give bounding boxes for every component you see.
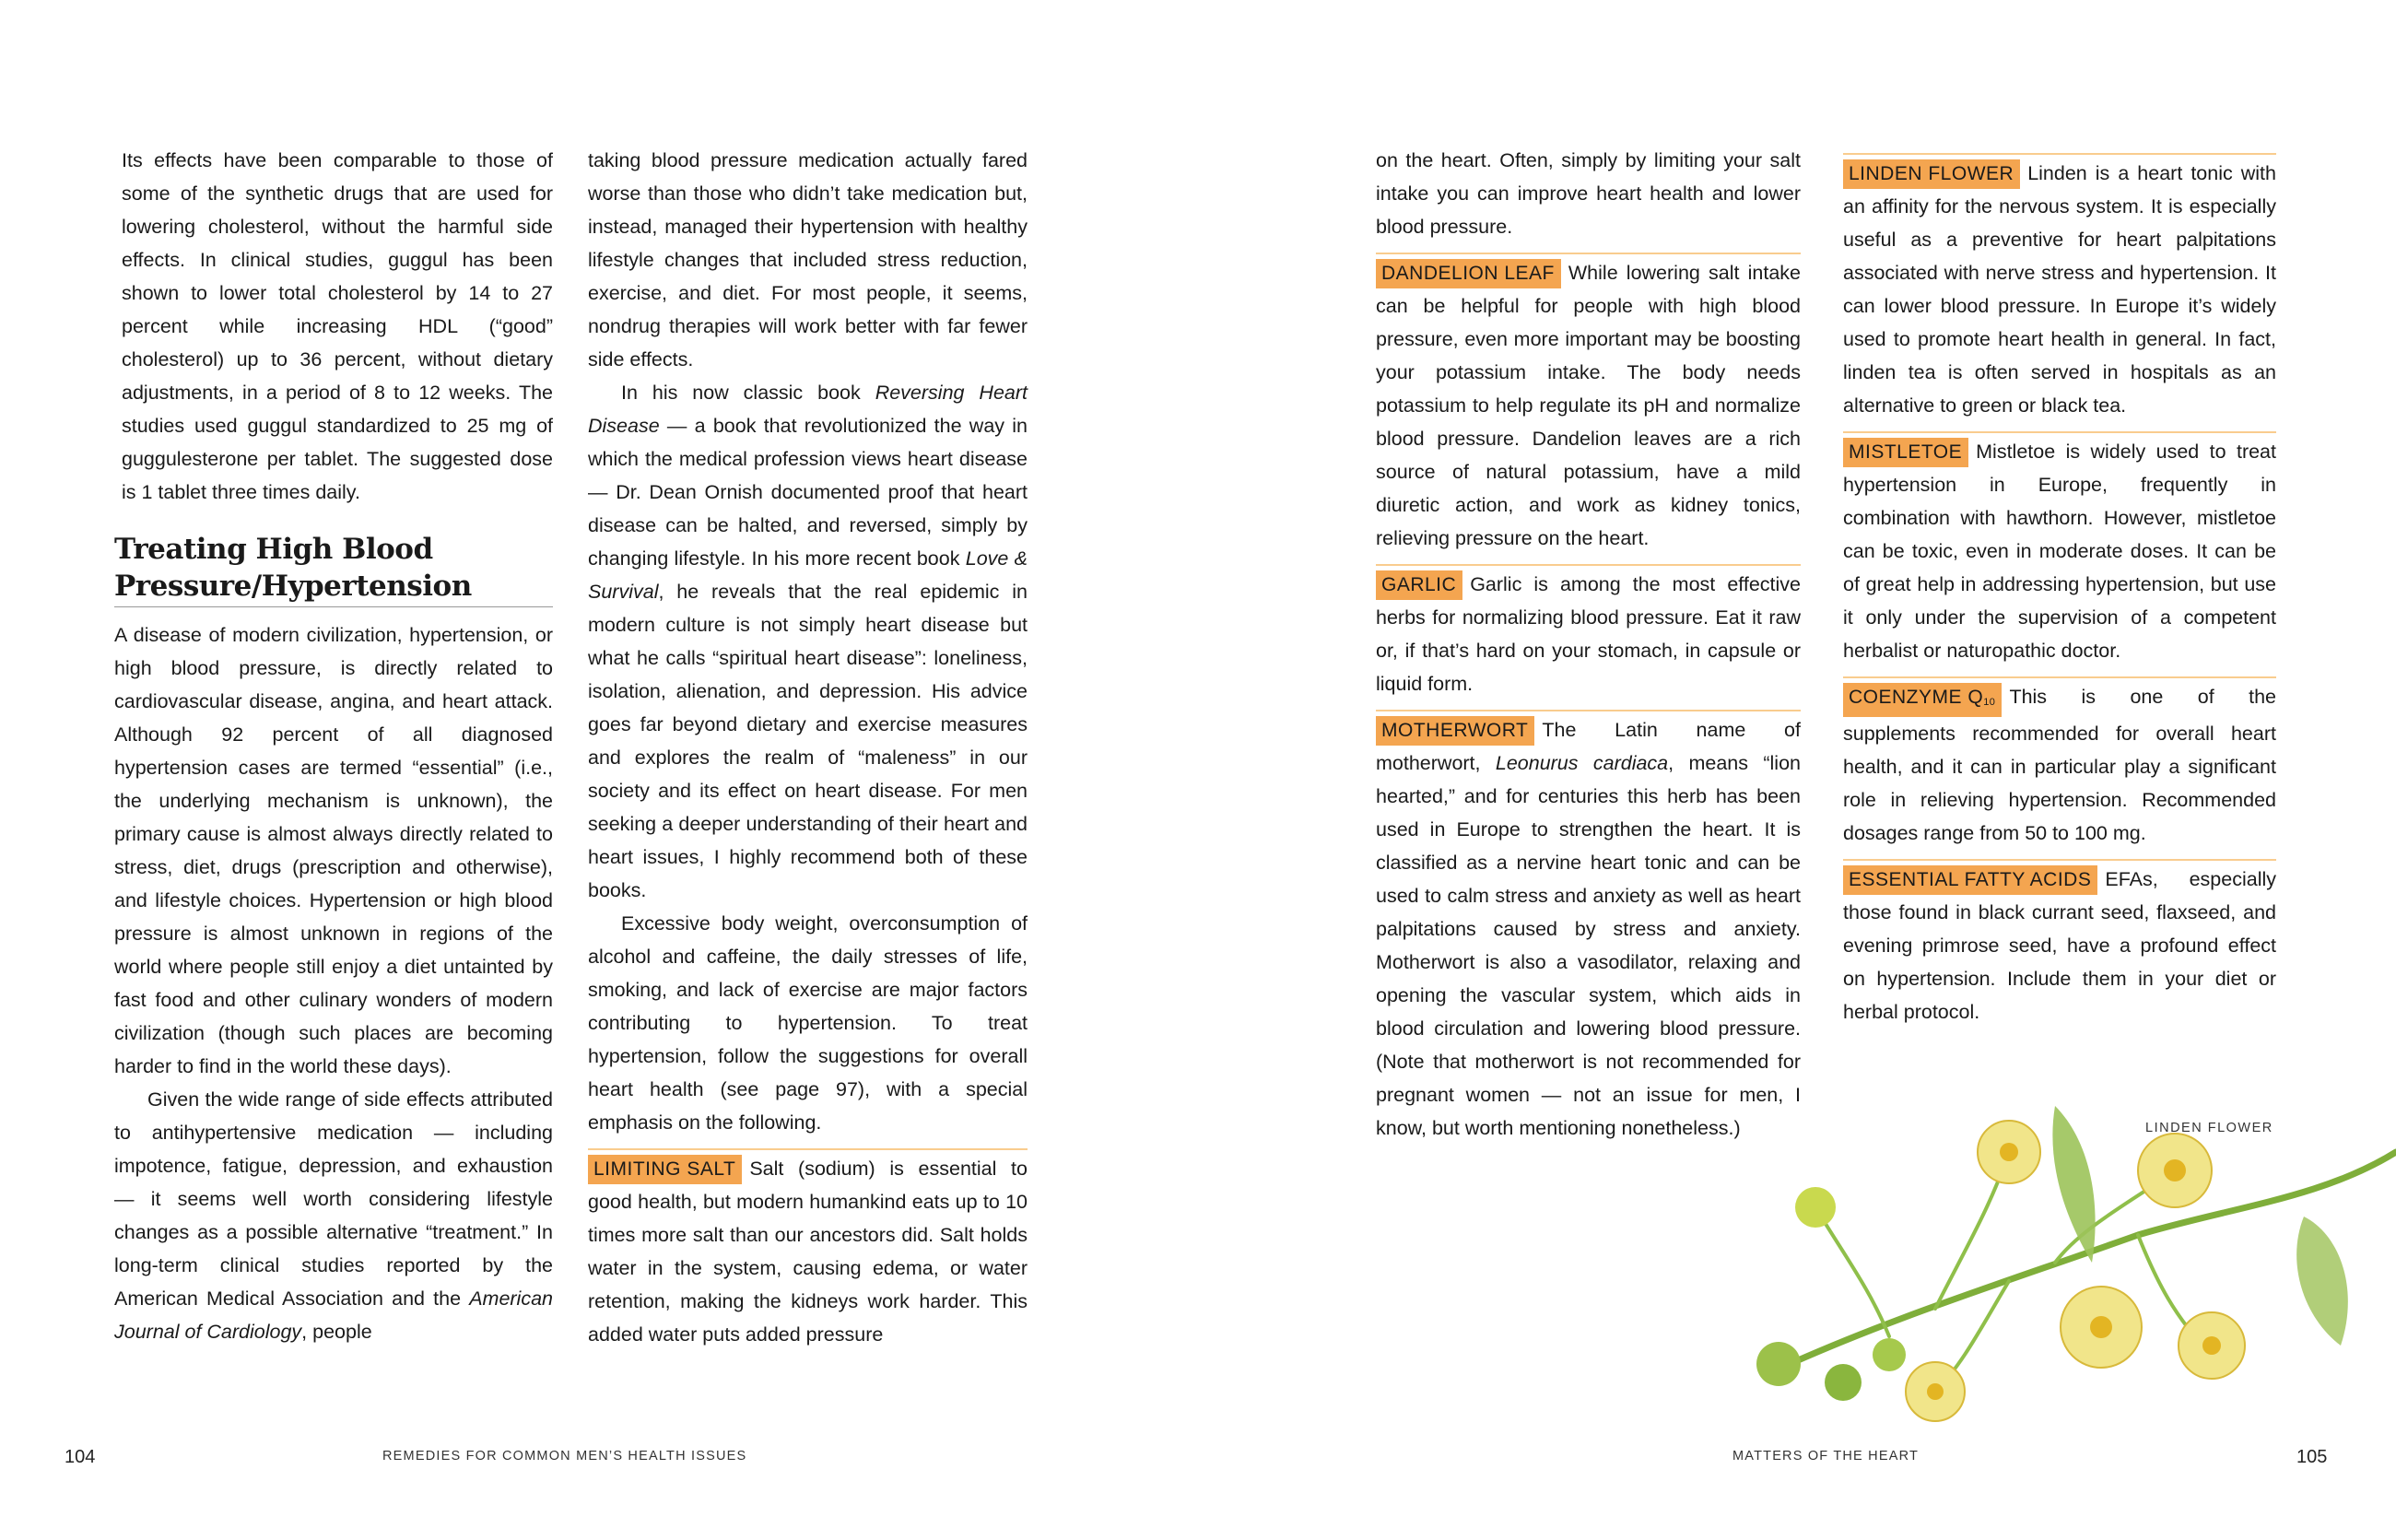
remedy-entry [1843,859,2276,1029]
text: The Latin name of motherwort, [1376,719,1801,774]
remedy-label: DANDELION LEAF [1376,259,1561,288]
italic-text: Reversing Heart Disease [588,382,1028,437]
paragraph [588,376,1028,907]
image-caption: LINDEN FLOWER [2145,1121,2273,1135]
text: This is one of the supplements recommended for overall heart health, and it can in particular play a significant role in relieving hypertension. Recommended dosages range from 50 to 100 mg. [1843,686,2276,844]
remedy-entry [1843,431,2276,667]
text: Mistletoe is widely used to treat hypertension in Europe, frequently in combination with hawthorn. However, mistletoe can be toxic, even in moderate doses. It can be of great help in addressing hypertension, but use it only under the supervision of a competent herbalist or naturopathic doctor. [1843,441,2276,662]
text: , means “lion hearted,” and for centuries this herb has been used in Europe to strengthen the heart. It is classified as a nervine heart tonic and can be used to calm stress and anxiety as well as heart palpitations caused by stress and anxiety. Motherwort is also a vasodilator, relaxing and opening the vascular system, which aids in blood circulation and lowering blood pressure. (Note that motherwort is not recommended for pregnant women — not an issue for men, I know, but worth mentioning nonetheless.) [1376,752,1801,1139]
paragraph [122,144,553,509]
text: Its effects have been comparable to those of some of the synthetic drugs that are used for lowering cholesterol, without the harmful side effects. In clinical studies, guggul has been shown to lower total cholesterol by 14 to 27 percent while increasing HDL (“good” cholesterol) up to 36 percent, without dietary adjustments, in a period of 8 to 12 weeks. The studies used guggul standardized to 25 mg of guggulesterone per tablet. The suggested dose is 1 tablet three times daily. [122,149,553,503]
running-head-right: MATTERS OF THE HEART [1732,1449,1920,1464]
text: Salt (sodium) is essential to good health, but modern humankind eats up to 10 times more salt than our ancestors did. Salt holds water in the system, causing edema, or water retention, making the kidneys work harder. This added water puts added pressure [588,1158,1028,1346]
text: Excessive body weight, overconsumption of alcohol and caffeine, the daily stresses of life, smoking, and lack of exercise are major factors contributing to hypertension. To treat hypertension, follow the suggestions for overall heart health (see page 97), with a special emphasis on the following. [588,912,1028,1134]
text: Linden is a heart tonic with an affinity for the nervous system. It is especially useful as a preventive for heart palpitations associated with nerve stress and hypertension. It can lower blood pressure. In Europe it’s widely used to promote heart health in general. In fact, linden tea is often served in hospitals as an alternative to green or black tea. [1843,162,2276,417]
remedy-entry [1376,564,1801,700]
text: Garlic is among the most effective herbs for normalizing blood pressure. Eat it raw or, if that’s hard on your stomach, in capsule or liquid form. [1376,573,1801,695]
remedy-label: LIMITING SALT [588,1155,742,1184]
italic-text: American Journal of Cardiology [114,1287,553,1343]
text: Given the wide range of side effects attributed to antihypertensive medication — including impotence, fatigue, depression, and exhaustion — it seems well worth considering lifestyle changes as a possible alternative “treatment.” In long-term clinical studies reported by the American Medical Association and the [114,1088,553,1310]
text: In his now classic book [621,382,875,404]
paragraph [588,144,1028,376]
paragraph [1376,144,1801,243]
text: — a book that revolutionized the way in which the medical profession views heart disease — Dr. Dean Ornish documented proof that heart disease can be halted, and reversed, simply by changing lifestyle. In his more recent book [588,415,1028,570]
remedy-entry [1843,153,2276,422]
text: , he reveals that the real epidemic in modern culture is not simply heart disease but what he calls “spiritual heart disease”: loneliness, isolation, alienation, and depression. His advice goes far beyond dietary and exercise measures and explores the realm of “maleness” in our society and its effect on heart disease. For men seeking a deeper understanding of their heart and heart issues, I highly recommend both of these books. [588,581,1028,901]
column-1 [114,144,553,1348]
remedy-label: MISTLETOE [1843,438,1968,467]
page-number-right: 105 [2296,1447,2328,1467]
remedy-label-subscript: 10 [1983,697,1996,708]
remedy-label: MOTHERWORT [1376,716,1534,746]
text: , people [301,1321,372,1343]
italic-text: Leonurus cardiaca [1495,752,1669,774]
text: on the heart. Often, simply by limiting your salt intake you can improve heart health and lower blood pressure. [1376,149,1801,238]
linden-flower-image [1659,1069,2396,1428]
remedy-entry [588,1148,1028,1351]
page-number-left: 104 [65,1447,96,1467]
column-3 [1376,144,1801,1145]
remedy-label: ESSENTIAL FATTY ACIDS [1843,865,2097,895]
text: While lowering salt intake can be helpful for people with high blood pressure, even more important may be boosting your potassium intake. The body needs potassium to help regulate its pH and normalize blood pressure. Dandelion leaves are a rich source of natural potassium, have a mild diuretic action, and work as kidney tonics, relieving pressure on the heart. [1376,262,1801,549]
remedy-entry [1843,676,2276,850]
text: A disease of modern civilization, hypertension, or high blood pressure, is directly related to cardiovascular disease, angina, and heart attack. Although 92 percent of all diagnosed hypertension cases are termed “essential” (i.e., the underlying mechanism is unknown), the primary cause is almost always directly related to stress, diet, drugs (prescription and otherwise), and lifestyle choices. Hypertension or high blood pressure is almost unknown in regions of the world where people still enjoy a diet untainted by fast food and other culinary wonders of modern civilization (though such places are becoming harder to find in the world these days). [114,624,553,1077]
column-2 [588,144,1028,1351]
remedy-label: COENZYME $Q_{10}$ [1843,683,2002,717]
column-4 [1843,144,2276,1029]
paragraph [114,618,553,1083]
italic-text: Love & Survival [588,547,1028,603]
text: taking blood pressure medication actually fared worse than those who didn’t take medication but, instead, managed their hypertension with healthy lifestyle changes that included stress reduction, exercise, and diet. For most people, it seems, nondrug therapies will work better with far fewer side effects. [588,149,1028,370]
running-head-left: REMEDIES FOR COMMON MEN’S HEALTH ISSUES [382,1449,747,1464]
paragraph [588,907,1028,1139]
paragraph [114,1083,553,1348]
section-heading [114,531,553,607]
remedy-label: GARLIC [1376,570,1462,600]
text: Treating High Blood Pressure/Hypertension [114,533,472,603]
text: EFAs, especially those found in black currant seed, flaxseed, and evening primrose seed, have a profound effect on hypertension. Include them in your diet or herbal protocol. [1843,868,2276,1023]
remedy-label: LINDEN FLOWER [1843,159,2020,189]
remedy-entry [1376,253,1801,555]
